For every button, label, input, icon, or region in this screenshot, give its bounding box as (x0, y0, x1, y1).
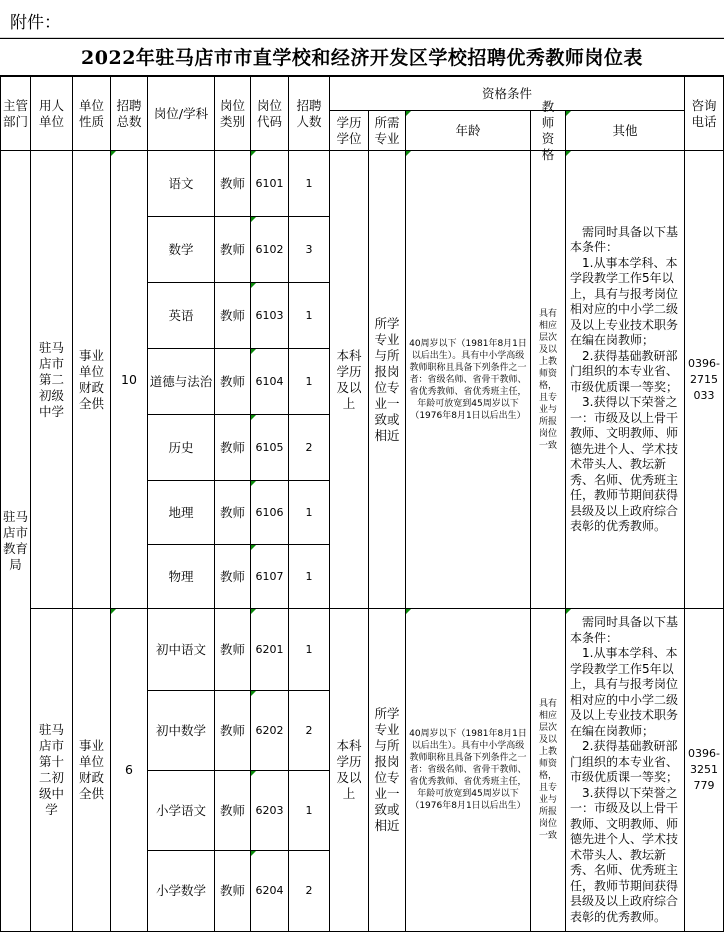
header-total: 招聘总数 (110, 76, 148, 151)
group1-cert: 具有相应层次及以上教师资格，且专业与所报岗位一致 (530, 150, 566, 609)
table-row-count: 3 (288, 216, 330, 283)
table-row-category: 教师 (214, 544, 251, 609)
header-dept: 主管部门 (0, 76, 31, 151)
group2-major: 所学专业与所报岗位专业一致或相近 (368, 608, 406, 932)
table-row-subject: 地理 (147, 480, 215, 545)
cell-marker-icon (406, 609, 411, 614)
group2-other-line: 2.获得基础教研部门组织的本专业省、市级优质课一等奖； (570, 739, 679, 784)
group2-age: 40周岁以下（1981年8月1日以后出生）。具有中小学高级教师职称且具备下列条件之一者：省级名师、省骨干教师、省优秀教师、省优秀班主任，年龄可放宽到45周岁以下（1976年8月1日以后出生） (405, 608, 531, 932)
header-employer: 用人单位 (30, 76, 73, 151)
header-other: 其他 (565, 110, 685, 151)
table-row-category: 教师 (214, 414, 251, 481)
table-row-count: 1 (288, 282, 330, 349)
table-row-category: 教师 (214, 480, 251, 545)
header-cert: 教师资格 (530, 110, 566, 151)
cell-marker-icon (251, 217, 256, 222)
group2-other-line: 需同时具备以下基本条件： (570, 615, 679, 645)
cell-marker-icon (251, 691, 256, 696)
group1-education: 本科学历及以上 (329, 150, 369, 609)
header-unit-type: 单位性质 (72, 76, 111, 151)
table-row-subject: 初中数学 (147, 690, 215, 771)
table-row-code: 6202 (250, 690, 289, 771)
attachment-label: 附件： (10, 13, 61, 33)
group1-age: 40周岁以下（1981年8月1日以后出生）。具有中小学高级教师职称且具备下列条件之一者：省级名师、省骨干教师、省优秀教师、省优秀班主任，年龄可放宽到45周岁以下（1976年8月1日以后出生） (405, 150, 531, 609)
table-row-code: 6105 (250, 414, 289, 481)
group1-phone: 0396-2715033 (684, 150, 724, 609)
group2-total: 6 (110, 608, 148, 932)
group1-major: 所学专业与所报岗位专业一致或相近 (368, 150, 406, 609)
table-row-count: 2 (288, 414, 330, 481)
table-row-subject: 小学数学 (147, 850, 215, 932)
group1-other-line: 3.获得以下荣誉之一：市级及以上骨干教师、文明教师、师德先进个人、学术技术带头人、教坛新秀、名师、优秀班主任，教师节期间获得县级及以上政府综合表彰的优秀教师。 (570, 395, 679, 533)
group2-other-line: 1.从事本学科、本学段教学工作5年以上，具有与报考岗位相对应的中小学二级及以上专业技术职务在编在岗教师； (570, 646, 679, 738)
table-row-count: 1 (288, 348, 330, 415)
group1-unit-type: 事业单位财政全供 (72, 150, 111, 609)
table-row-category: 教师 (214, 150, 251, 217)
table-row-category: 教师 (214, 850, 251, 932)
table-row-subject: 英语 (147, 282, 215, 349)
table-row-code: 6102 (250, 216, 289, 283)
dept-name: 驻马店市教育局 (0, 150, 31, 932)
cell-marker-icon (251, 349, 256, 354)
group1-other (565, 150, 685, 609)
table-row-count: 1 (288, 770, 330, 851)
cell-marker-icon (251, 851, 256, 856)
cell-marker-icon (566, 609, 571, 614)
cell-marker-icon (251, 415, 256, 420)
table-row-count: 1 (288, 480, 330, 545)
table-row-category: 教师 (214, 282, 251, 349)
cell-marker-icon (566, 151, 571, 156)
cell-marker-icon (406, 151, 411, 156)
table-row-code: 6204 (250, 850, 289, 932)
cell-marker-icon (251, 609, 256, 614)
attachment-row (0, 0, 724, 38)
table-row-category: 教师 (214, 216, 251, 283)
table-row-subject: 物理 (147, 544, 215, 609)
table-row-code: 6103 (250, 282, 289, 349)
cell-marker-icon (111, 151, 116, 156)
page-title: 2022年驻马店市市直学校和经济开发区学校招聘优秀教师岗位表 (0, 38, 724, 76)
group2-employer: 驻马店市第十二初级中学 (30, 608, 73, 932)
cell-marker-icon (111, 609, 116, 614)
header-major: 所需专业 (368, 110, 406, 151)
table-row-category: 教师 (214, 690, 251, 771)
table-row-subject: 历史 (147, 414, 215, 481)
header-age: 年龄 (405, 110, 531, 151)
table-row-code: 6101 (250, 150, 289, 217)
cell-marker-icon (251, 151, 256, 156)
table-row-count: 1 (288, 544, 330, 609)
header-education: 学历学位 (329, 110, 369, 151)
table-row-code: 6203 (250, 770, 289, 851)
header-qualifications: 资格条件 (329, 76, 685, 111)
table-row-category: 教师 (214, 348, 251, 415)
group2-unit-type: 事业单位财政全供 (72, 608, 111, 932)
cell-marker-icon (251, 283, 256, 288)
group1-other-line: 需同时具备以下基本条件： (570, 224, 679, 254)
group1-other-line: 2.获得基础教研部门组织的本专业省、市级优质课一等奖； (570, 348, 679, 394)
table-row-code: 6201 (250, 608, 289, 691)
table-row-subject: 语文 (147, 150, 215, 217)
table-row-count: 2 (288, 690, 330, 771)
group2-education: 本科学历及以上 (329, 608, 369, 932)
group2-other (565, 608, 685, 932)
table-row-category: 教师 (214, 608, 251, 691)
table-row-category: 教师 (214, 770, 251, 851)
header-phone: 咨询电话 (684, 76, 724, 151)
group1-total: 10 (110, 150, 148, 609)
cell-marker-icon (251, 545, 256, 550)
header-category: 岗位类别 (214, 76, 251, 151)
cell-marker-icon (566, 111, 571, 116)
header-count: 招聘人数 (288, 76, 330, 151)
table-row-count: 1 (288, 150, 330, 217)
cell-marker-icon (251, 771, 256, 776)
table-row-count: 2 (288, 850, 330, 932)
table-row-count: 1 (288, 608, 330, 691)
table-row-subject: 初中语文 (147, 608, 215, 691)
cell-marker-icon (406, 111, 411, 116)
group1-other-line: 1.从事本学科、本学段教学工作5年以上，具有与报考岗位相对应的中小学二级及以上专业技术职务在编在岗教师； (570, 255, 679, 347)
table-row-code: 6106 (250, 480, 289, 545)
group1-employer: 驻马店市第二初级中学 (30, 150, 73, 609)
table-row-code: 6104 (250, 348, 289, 415)
group2-phone: 0396-3251779 (684, 608, 724, 932)
cell-marker-icon (251, 481, 256, 486)
header-subject: 岗位/学科 (147, 76, 215, 151)
group2-cert: 具有相应层次及以上教师资格，且专业与所报岗位一致 (530, 608, 566, 932)
table-row-code: 6107 (250, 544, 289, 609)
group2-other-line: 3.获得以下荣誉之一：市级及以上骨干教师、文明教师、师德先进个人、学术技术带头人、教坛新秀、名师、优秀班主任，教师节期间获得县级及以上政府综合表彰的优秀教师。 (570, 785, 679, 924)
header-code: 岗位代码 (250, 76, 289, 151)
table-row-subject: 数学 (147, 216, 215, 283)
table-row-subject: 小学语文 (147, 770, 215, 851)
table-row-subject: 道德与法治 (147, 348, 215, 415)
